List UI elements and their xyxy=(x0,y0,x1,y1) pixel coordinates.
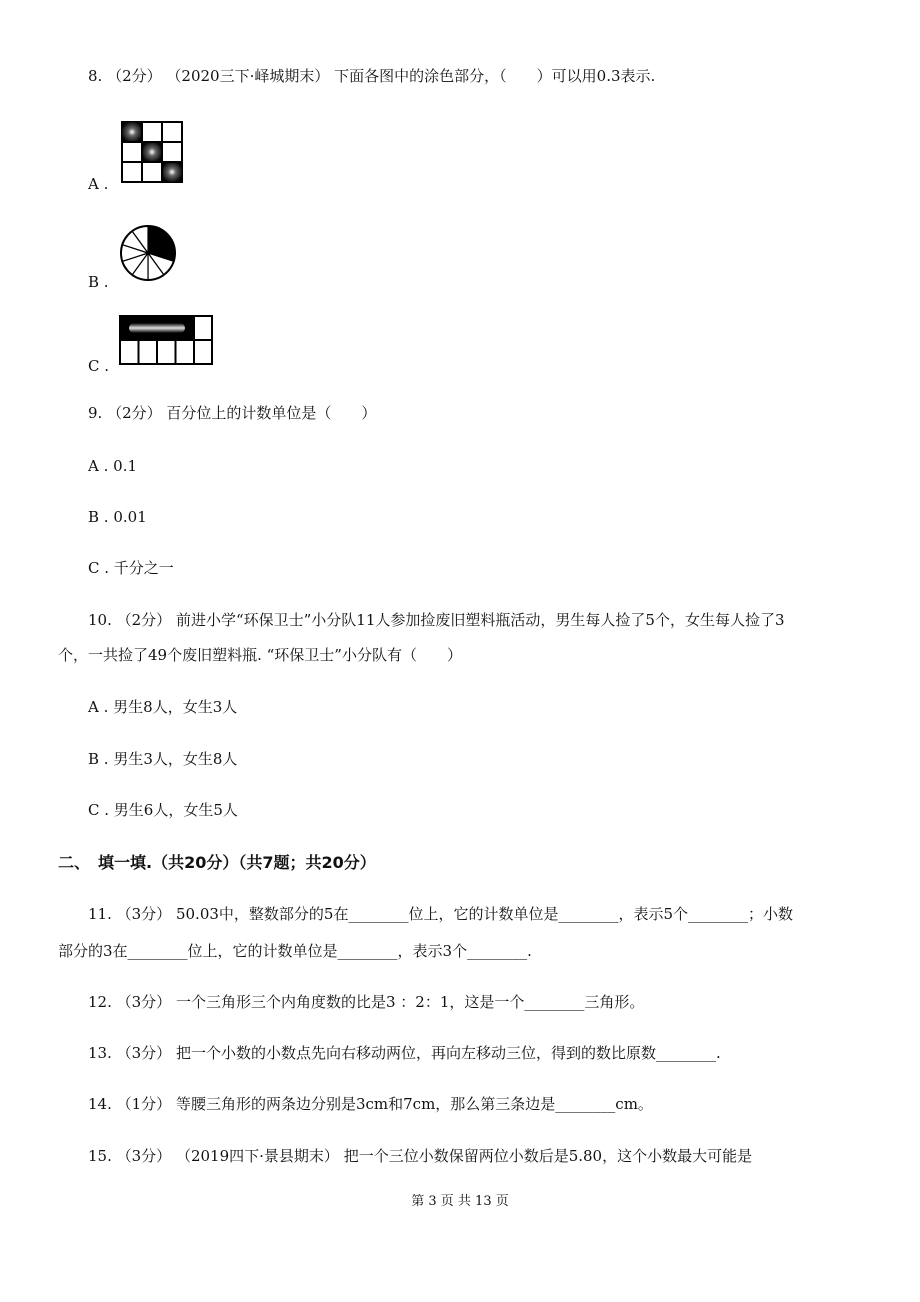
question-number: 15. xyxy=(88,1147,112,1165)
question-score: （2分） xyxy=(116,611,172,629)
page-footer: 第 3 页 共 13 页 xyxy=(411,1194,509,1209)
shaded-cell xyxy=(122,122,142,142)
option-a-label: A . xyxy=(88,175,109,193)
question-number: 8. xyxy=(88,67,103,85)
question-text: 等腰三角形的两条边分别是3cm和7cm，那么第三条边是________cm。 xyxy=(175,1095,653,1113)
question-number: 14. xyxy=(88,1095,112,1113)
option-text: 男生8人，女生3人 xyxy=(113,698,238,716)
question-text: 前进小学“环保卫士”小分队11人参加捡废旧塑料瓶活动，男生每人捡了5个，女生每人捡了3 xyxy=(175,611,785,629)
question-8 xyxy=(88,66,655,86)
option-c xyxy=(88,558,174,578)
question-score: （3分） xyxy=(116,1147,172,1165)
question-text: 百分位上的计数单位是（ ） xyxy=(166,404,377,422)
grid-figure-a xyxy=(121,121,183,183)
question-score: （2分） xyxy=(107,67,162,85)
question-text: 一个三角形三个内角度数的比是3 ：2：1，这是一个________三角形。 xyxy=(175,993,645,1011)
question-10-continued: 个，一共捡了49个废旧塑料瓶. “环保卫士”小分队有（ ） xyxy=(58,646,462,664)
question-14 xyxy=(88,1094,653,1114)
option-text: 0.1 xyxy=(113,457,138,475)
question-score: （2分） xyxy=(107,404,162,422)
question-score: （3分） xyxy=(116,993,172,1011)
question-number: 12. xyxy=(88,993,112,1011)
option-label: A . xyxy=(88,698,109,716)
question-11-continued: 部分的3在________位上，它的计数单位是________，表示3个________. xyxy=(58,942,532,960)
section-title: 二、 填一填.（共20分）（共7题；共20分） xyxy=(58,853,376,872)
question-source: （2020三下·峄城期末） xyxy=(166,67,330,85)
option-text: 男生6人，女生5人 xyxy=(113,801,238,819)
option-a xyxy=(88,456,137,476)
question-text: 把一个小数的小数点先向右移动两位，再向左移动三位，得到的数比原数________. xyxy=(175,1044,721,1062)
question-score: （3分） xyxy=(116,905,172,923)
question-score: （1分） xyxy=(116,1095,172,1113)
question-10 xyxy=(88,610,784,630)
option-text: 男生3人，女生8人 xyxy=(113,750,238,768)
question-score: （3分） xyxy=(116,1044,172,1062)
circle-figure-b xyxy=(119,224,177,282)
option-text: 千分之一 xyxy=(113,559,174,577)
question-15 xyxy=(88,1146,752,1166)
question-number: 13. xyxy=(88,1044,112,1062)
option-label: B . xyxy=(88,750,109,768)
question-text: 下面各图中的涂色部分，（ ）可以用0.3表示. xyxy=(334,67,656,85)
question-text: 把一个三位小数保留两位小数后是5.80，这个小数最大可能是 xyxy=(343,1147,753,1165)
option-c-label: C . xyxy=(88,357,110,375)
option-label: C . xyxy=(88,801,110,819)
question-12 xyxy=(88,992,644,1012)
bar-figure-c xyxy=(119,315,213,365)
question-9 xyxy=(88,403,376,423)
option-b-label: B . xyxy=(88,273,109,291)
option-text: 0.01 xyxy=(113,508,147,526)
question-number: 11. xyxy=(88,905,112,923)
question-number: 9. xyxy=(88,404,103,422)
option-a xyxy=(88,697,237,717)
option-label: C . xyxy=(88,559,110,577)
option-label: B . xyxy=(88,508,109,526)
question-11 xyxy=(88,904,793,924)
shaded-cell xyxy=(142,142,162,162)
option-c xyxy=(88,800,238,820)
shaded-cell xyxy=(162,162,182,182)
option-b xyxy=(88,749,237,769)
question-text: 50.03中，整数部分的5在________位上，它的计数单位是________，表示5个________；小数 xyxy=(175,905,794,923)
question-source: （2019四下·景县期末） xyxy=(175,1147,339,1165)
question-number: 10. xyxy=(88,611,112,629)
option-b xyxy=(88,507,147,527)
question-13 xyxy=(88,1043,721,1063)
option-label: A . xyxy=(88,457,109,475)
